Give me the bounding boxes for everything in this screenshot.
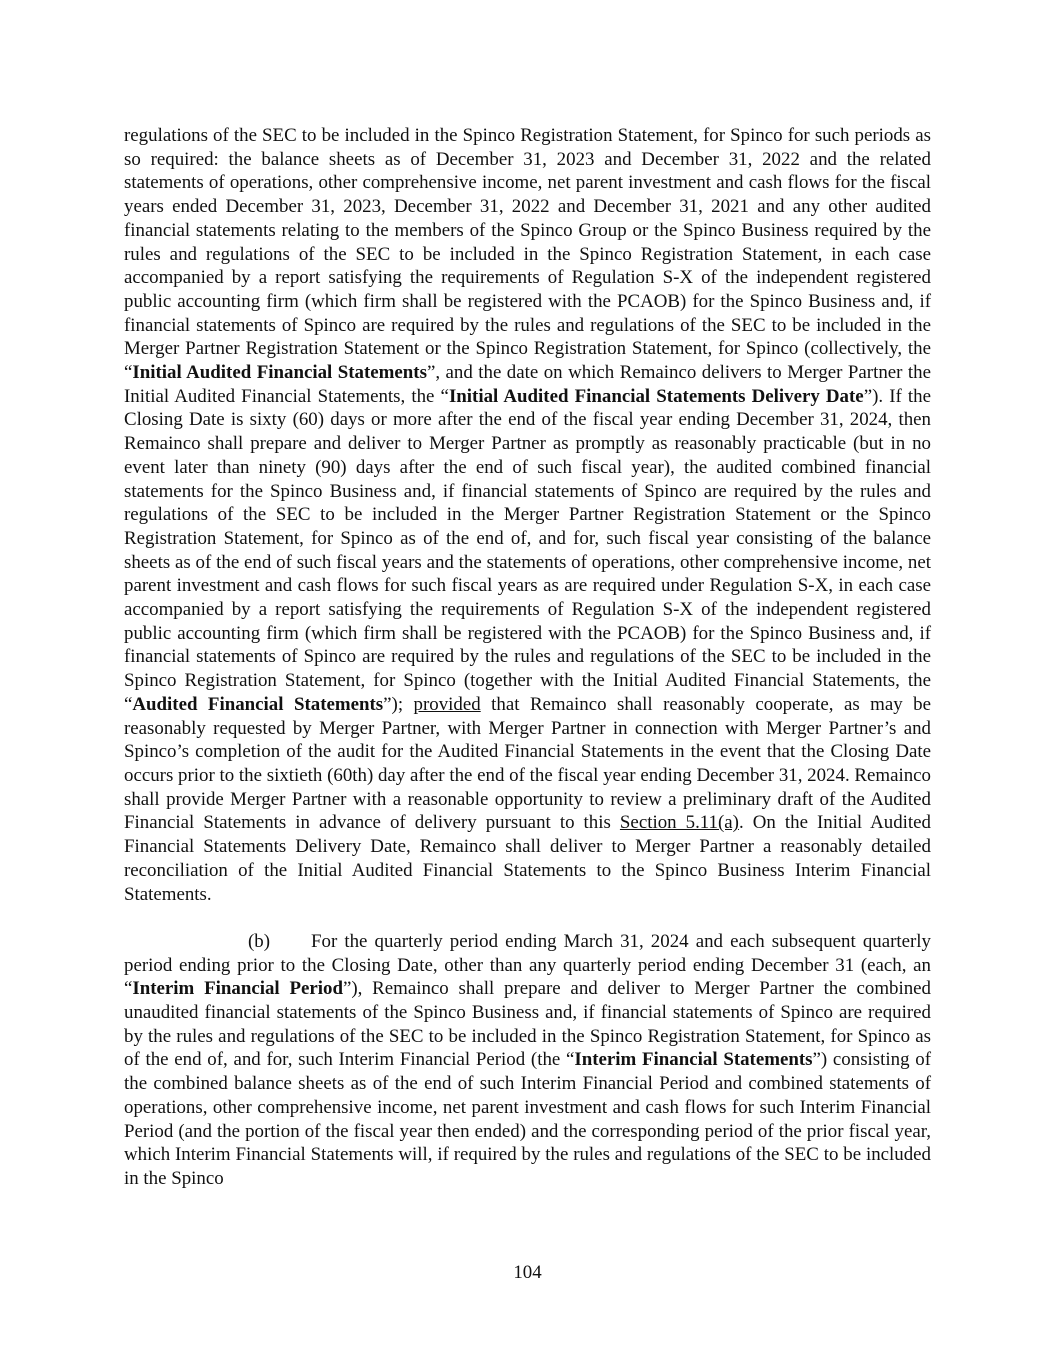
- paragraph-text: ”);: [383, 693, 414, 715]
- paragraph-text: . On the Initial Audited Financial Statements Delivery Date, Remainco shall deliver to Merger Partner a reasonably detailed reconciliation of the Initial Audited Financial Statements to the Spinco Business Interim Financial Statements.: [124, 812, 932, 905]
- paragraph-text: ”). If the Closing Date is sixty (60) days or more after the end of the fiscal year ending December 31, 2024, then Remainco shall prepare and deliver to Merger Partner as promptly as reasonably practicable (but in no event later than ninety (90) days after the end of such fiscal year), the audited combined financial statements for the Spinco Business and, if financial statements of Spinco are required by the rules and regulations of the SEC to be included in the Merger Partner Registration Statement or the Spinco Registration Statement, for Spinco as of the end of, and for, such fiscal year consisting of the balance sheets as of the end of such fiscal years and the statements of operations, other comprehensive income, net parent investment and cash flows for such fiscal years as are required under Regulation S-X, in each case accompanied by a report satisfying the requirements of Regulation S-X of the independent registered public accounting firm (which firm shall be registered with the PCAOB) for the Spinco Business and, if financial statements of Spinco are required by the rules and regulations of the SEC to be included in the Spinco Registration Statement, for Spinco (together with the Initial Audited Financial Statements, the “: [124, 385, 932, 715]
- paragraph-text: For the quarterly period ending March 31, 2024 and each subsequent quarterly period ending prior to the Closing Date, other than any quarterly period ending December 31 (each, an “: [124, 930, 931, 1000]
- provided-term: provided: [413, 693, 481, 715]
- page-number: 104: [513, 1262, 542, 1283]
- paragraph-text: ”) consisting of the combined balance sheets as of the end of such Interim Financial Period and combined statements of operations, other comprehensive income, net parent investment and cash flows for such Interim Financial Period (and the portion of the fiscal year then ended) and the corresponding period of the prior fiscal year, which Interim Financial Statements will, if required by the rules and regulations of the SEC to be included in the Spinco: [124, 1049, 931, 1189]
- paragraph-text: regulations of the SEC to be included in the Spinco Registration Statement, for Spinco for such periods as so required: the balance sheets as of December 31, 2023 and December 31, 2022 and the related statements of operations, other comprehensive income, net parent investment and cash flows for the fiscal years ended December 31, 2023, December 31, 2022 and December 31, 2021 and any other audited financial statements relating to the members of the Spinco Group or the Spinco Business required by the rules and regulations of the SEC to be included in the Spinco Registration Statement, in each case accompanied by a report satisfying the requirements of Regulation S-X of the independent registered public accounting firm (which firm shall be registered with the PCAOB) for the Spinco Business and, if financial statements of Spinco are required by the rules and regulations of the SEC to be included in the Merger Partner Registration Statement or the Spinco Registration Statement, for Spinco (collectively, the “: [124, 125, 931, 384]
- section-reference-link[interactable]: Section 5.11(a): [619, 812, 739, 834]
- defined-term-audited-financial-statements: Audited Financial Statements: [132, 693, 384, 715]
- defined-term-interim-financial-statements: Interim Financial Statements: [574, 1049, 813, 1071]
- paragraph-5-11-b: [124, 930, 931, 1191]
- paragraph-label: (b): [248, 930, 271, 952]
- document-body: [124, 124, 931, 1191]
- paragraph-text: that Remainco shall reasonably cooperate, as may be reasonably requested by Merger Partner, with Merger Partner in connection with Merger Partner’s and Spinco’s completion of the audit for the Audited Financial Statements in the event that the Closing Date occurs prior to the sixtieth (60th) day after the end of the fiscal year ending December 31, 2024. Remainco shall provide Merger Partner with a reasonable opportunity to review a preliminary draft of the Audited Financial Statements in advance of delivery pursuant to this: [124, 693, 931, 834]
- defined-term-initial-audited-financial-statements: Initial Audited Financial Statements: [132, 362, 427, 384]
- paragraph-text: ”, and the date on which Remainco delivers to Merger Partner the Initial Audited Financial Statements, the “: [124, 362, 932, 407]
- paragraph-5-11-a-continued: [124, 124, 931, 906]
- paragraph-text: ”), Remainco shall prepare and deliver to Merger Partner the combined unaudited financial statements of the Spinco Business and, if financial statements of Spinco are required by the rules and regulations of the SEC to be included in the Spinco Registration Statement, for Spinco as of the end of, and for, such Interim Financial Period (the “: [124, 978, 931, 1071]
- defined-term-interim-financial-period: Interim Financial Period: [132, 978, 343, 1000]
- defined-term-delivery-date: Initial Audited Financial Statements Delivery Date: [448, 385, 864, 407]
